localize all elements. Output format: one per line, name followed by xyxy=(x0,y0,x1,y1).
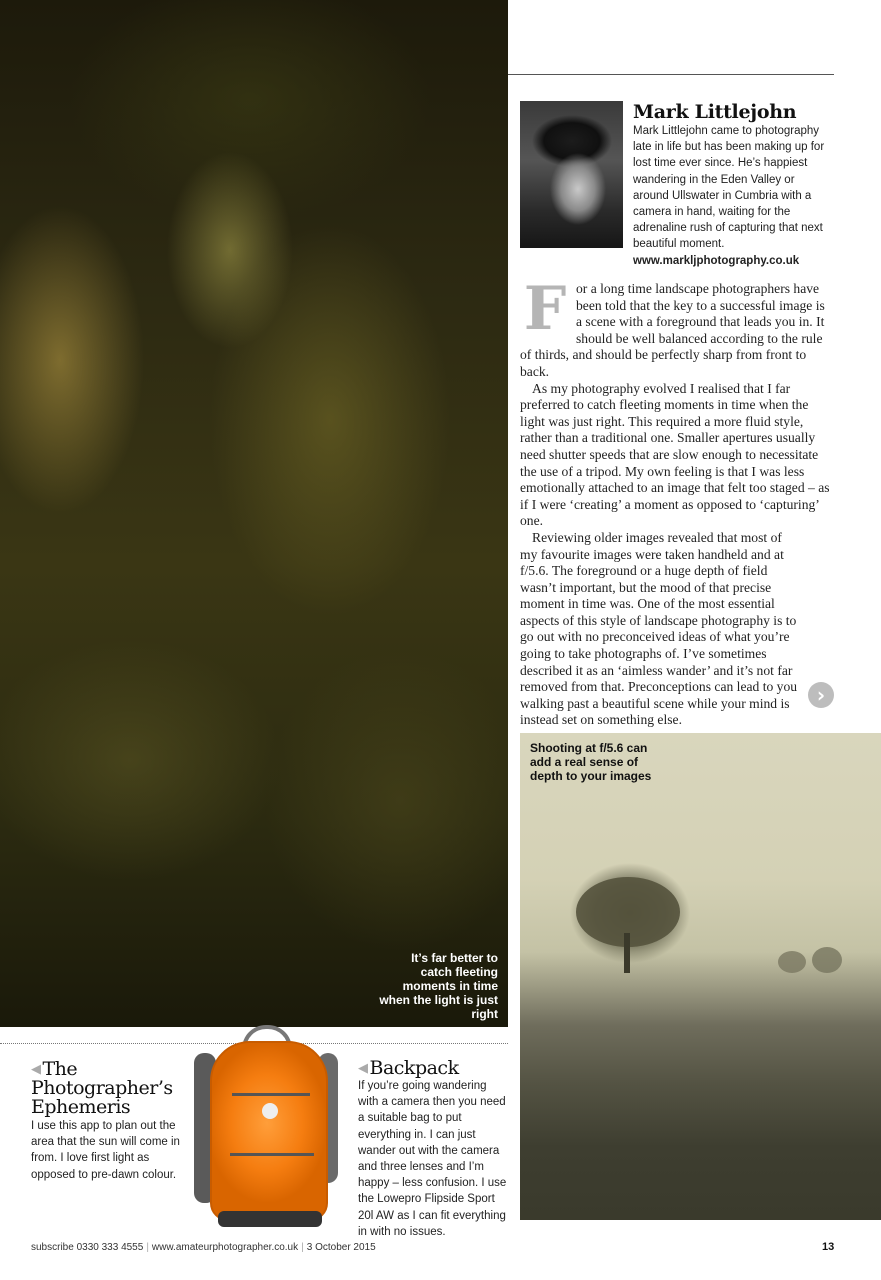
author-name: Mark Littlejohn xyxy=(633,101,797,123)
next-arrow-icon[interactable]: › xyxy=(808,682,834,708)
author-portrait xyxy=(520,101,623,248)
triangle-left-icon: ◀ xyxy=(31,1062,41,1077)
backpack-zip xyxy=(232,1093,310,1096)
backpack-zip xyxy=(230,1153,314,1156)
tree-trunk xyxy=(624,933,630,973)
article-paragraph-3: Reviewing older images revealed that most of my favourite images were taken handheld and at f/5.6. The foreground or a huge depth of field wasn’t important, but the mood of that precise moment in time was. One of the most essential aspects of this style of landscape photography is to go out with no preconceived ideas of what you’re going to take photographs of. I’ve sometimes described it as an ‘aimless wander’ and it’s not far removed from that. Preconceptions can lead to you walking past a beautiful scene while your mind is instead set on something else. xyxy=(520,529,798,728)
footer-date: 3 October 2015 xyxy=(306,1242,376,1253)
backpack-body xyxy=(210,1041,328,1221)
ephemeris-title-text: The Photographer’s Ephemeris xyxy=(31,1058,173,1118)
footer-subscribe: subscribe 0330 333 4555 xyxy=(31,1242,144,1253)
author-bio-text: Mark Littlejohn came to photography late in life but has been making up for lost time ever since. He’s happiest wandering in the Eden Valley or around Ullswater in Cumbria with a camera in hand, waiting for the adrenaline rush of capturing that next beautiful moment. xyxy=(633,125,825,251)
page-footer: subscribe 0330 333 4555 | www.amateurphotographer.co.uk | 3 October 2015 xyxy=(31,1242,376,1253)
backpack-base xyxy=(218,1211,322,1227)
backpack-image xyxy=(190,1023,345,1230)
author-website-link[interactable]: www.markljphotography.co.uk xyxy=(633,254,800,267)
forest-photo-caption: It’s far better to catch fleeting moments in time when the light is just right xyxy=(379,951,498,1021)
backpack-title-text: Backpack xyxy=(369,1057,459,1079)
backpack-logo xyxy=(262,1103,278,1119)
ephemeris-title xyxy=(31,1060,181,1117)
article-body xyxy=(520,274,834,729)
article-paragraph-2: As my photography evolved I realised that I far preferred to catch fleeting moments in time when the light was just right. This required a more fluid style, rather than a traditional one. Smaller apertures usually need shutter speeds that are slow enough to necessitate the use of a tripod. My own feeling is that I was less emotionally attached to an image that felt too staged – as if I were ‘creating’ a moment as opposed to ‘capturing’ one. xyxy=(520,380,830,529)
distant-tree xyxy=(778,951,806,973)
distant-tree xyxy=(812,947,842,973)
footer-website[interactable]: www.amateurphotographer.co.uk xyxy=(151,1242,299,1253)
page-number: 13 xyxy=(822,1241,835,1253)
backpack-body: If you’re going wandering with a camera then you need a suitable bag to put everything in. I can just wander out with the camera and three lenses and I’m happy – less confusion. I use the Lowepro Flipside Sport 20l AW as I can fit everything in with no issues. xyxy=(358,1080,507,1238)
ephemeris-body: I use this app to plan out the area that the sun will come in from. I love first light as opposed to pre-dawn colour. xyxy=(31,1120,180,1181)
forest-photo xyxy=(0,0,508,1027)
drop-cap: F xyxy=(523,274,567,344)
top-divider xyxy=(508,74,834,75)
triangle-left-icon: ◀ xyxy=(358,1061,368,1076)
field-photo xyxy=(520,733,881,1220)
field-photo-caption: Shooting at f/5.6 can add a real sense of depth to your images xyxy=(530,741,652,783)
author-bio xyxy=(633,123,833,269)
backpack-title xyxy=(358,1057,459,1080)
article-paragraph-1: or a long time landscape photographers have been told that the key to a successful image is a scene with a foreground that leads you in. It should be well balanced according to the rule of thirds, and should be perfectly sharp from front to back. xyxy=(520,281,825,379)
